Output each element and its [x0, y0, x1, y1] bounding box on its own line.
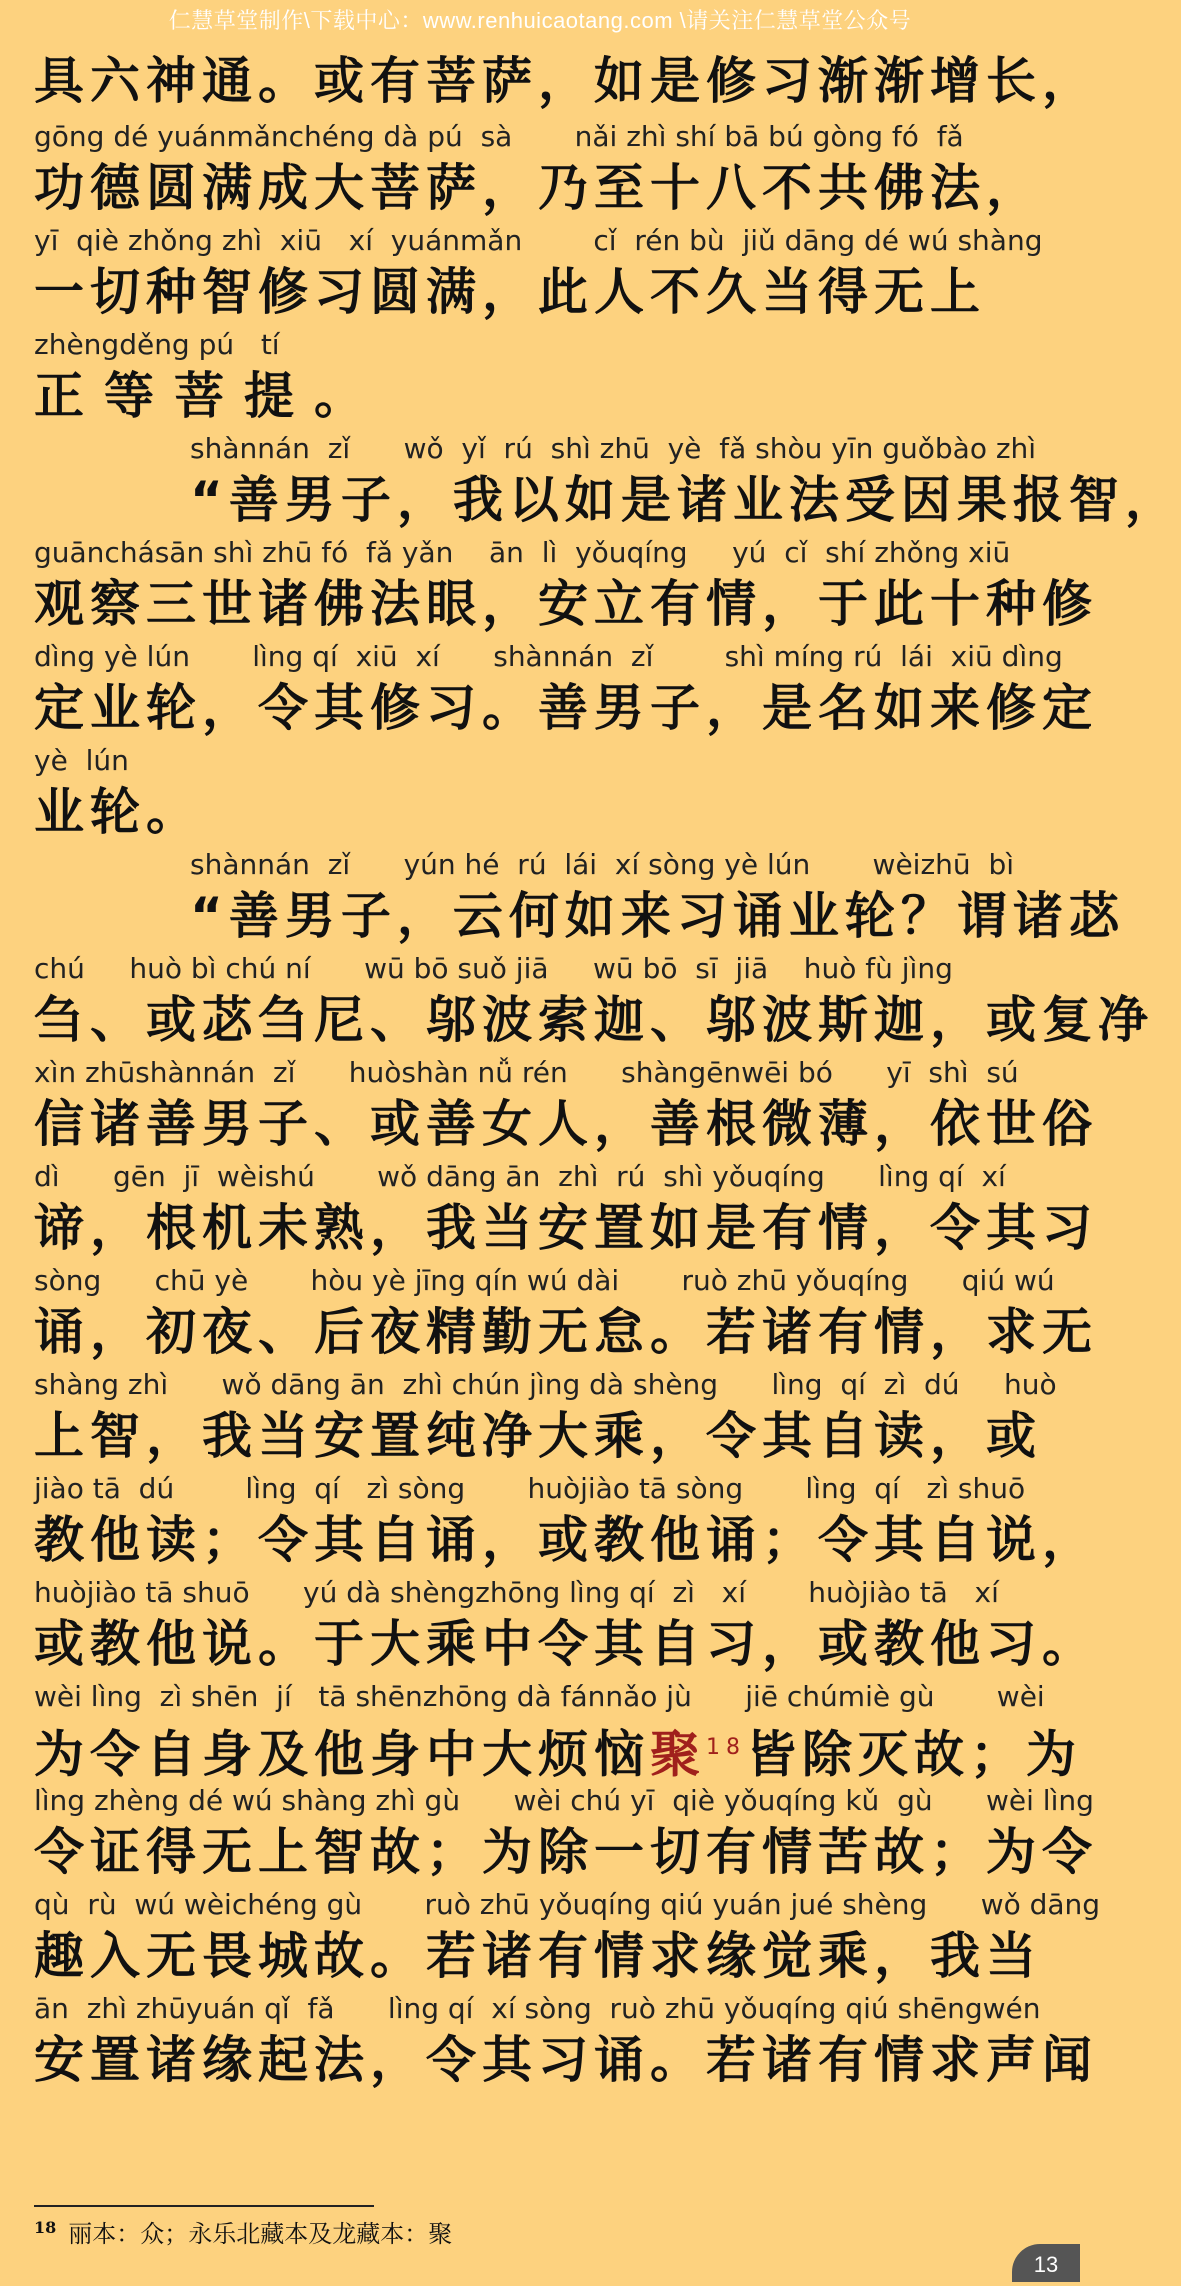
text-line	[0, 1155, 1098, 1259]
text-line	[0, 1675, 1082, 1784]
pinyin-row: chú huò bì chú ní wū bō suǒ jiā wū bō sī jiā huò fù jìng	[34, 952, 953, 985]
scripture-body	[0, 40, 1181, 2091]
hanzi-segment: 皆除灭故；为	[746, 1725, 1082, 1784]
pinyin-row: wèi lìng zì shēn jí tā shēnzhōng dà fánnǎo jù jiē chúmiè gù wèi	[34, 1680, 1045, 1713]
pinyin-row: yī qiè zhǒng zhì xiū xí yuánmǎn cǐ rén bù jiǔ dāng dé wú shàng	[34, 224, 1043, 257]
footnote	[34, 2214, 934, 2249]
pinyin-row: yè lún	[34, 744, 129, 777]
text-line	[0, 739, 1080, 843]
text-line	[0, 219, 1080, 323]
footnote-number: 18	[34, 2218, 57, 2237]
pinyin-row: gōng dé yuánmǎnchéng dà pú sà nǎi zhì shí bā bú gòng fó fǎ	[34, 120, 964, 153]
pinyin-row: qù rù wú wèichéng gù ruò zhū yǒuqíng qiú yuán jué shèng wǒ dāng	[34, 1888, 1101, 1921]
hanzi-row: “善男子，云何如来习诵业轮？谓诸苾	[190, 887, 1125, 945]
hanzi-row: 一切种智修习圆满，此人不久当得无上	[34, 263, 986, 321]
text-line	[0, 40, 1098, 115]
text-line	[0, 1571, 1098, 1675]
pinyin-row: huòjiào tā shuō yú dà shèngzhōng lìng qí zì xí huòjiào tā xí	[34, 1576, 999, 1609]
hanzi-row: 令证得无上智故；为除一切有情苦故；为令	[34, 1823, 1098, 1881]
hanzi-segment: 为令自身及他身中大烦恼	[34, 1725, 650, 1784]
hanzi-row: 趣入无畏城故。若诸有情求缘觉乘，我当	[34, 1927, 1042, 1985]
text-line	[0, 635, 1098, 739]
text-line	[0, 1779, 1098, 1883]
pinyin-row: dìng yè lún lìng qí xiū xí shànnán zǐ shì míng rú lái xiū dìng	[34, 640, 1063, 673]
hanzi-row: 观察三世诸佛法眼，安立有情，于此十种修	[34, 575, 1098, 633]
text-line	[0, 1987, 1098, 2091]
footnote-divider	[34, 2205, 374, 2207]
text-line	[0, 427, 1181, 531]
hanzi-row: 教他读；令其自诵，或教他诵；令其自说，	[34, 1511, 1098, 1569]
hanzi-row: 信诸善男子、或善女人，善根微薄，依世俗	[34, 1095, 1098, 1153]
text-line	[0, 1051, 1098, 1155]
hanzi-row: 安置诸缘起法，令其习诵。若诸有情求声闻	[34, 2031, 1098, 2089]
text-line	[0, 323, 1080, 427]
variant-character: 聚	[650, 1725, 706, 1784]
pinyin-row: guānchásān shì zhū fó fǎ yǎn ān lì yǒuqíng yú cǐ shí zhǒng xiū	[34, 536, 1011, 569]
hanzi-row: “善男子，我以如是诸业法受因果报智，	[190, 471, 1181, 529]
hanzi-row: 定业轮，令其修习。善男子，是名如来修定	[34, 679, 1098, 737]
text-line	[0, 843, 1125, 947]
pinyin-row: zhèngděng pú tí	[34, 328, 280, 361]
pinyin-row: xìn zhūshànnán zǐ huòshàn nǚ rén shàngēnwēi bó yī shì sú	[34, 1056, 1019, 1089]
hanzi-row: 刍、或苾刍尼、邬波索迦、邬波斯迦，或复净	[34, 991, 1154, 1049]
footnote-text: 丽本：众；永乐北藏本及龙藏本：聚	[68, 2220, 453, 2248]
pinyin-row: shànnán zǐ wǒ yǐ rú shì zhū yè fǎ shòu yīn guǒbào zhì	[190, 432, 1037, 465]
text-line	[0, 531, 1098, 635]
hanzi-row: 或教他说。于大乘中令其自习，或教他习。	[34, 1615, 1098, 1673]
hanzi-row: 谛，根机未熟，我当安置如是有情，令其习	[34, 1199, 1098, 1257]
page-number-badge: 13	[1012, 2244, 1080, 2282]
hanzi-row	[34, 1719, 1082, 1784]
hanzi-row: 诵，初夜、后夜精勤无怠。若诸有情，求无	[34, 1303, 1098, 1361]
header-banner: 仁慧草堂制作\下载中心：www.renhuicaotang.com \请关注仁慧草堂公众号	[168, 8, 912, 33]
pinyin-row: jiào tā dú lìng qí zì sòng huòjiào tā sòng lìng qí zì shuō	[34, 1472, 1026, 1505]
footnote-reference[interactable]: 18	[706, 1735, 746, 1760]
text-line	[0, 1883, 1101, 1987]
hanzi-row: 上智，我当安置纯净大乘，令其自读，或	[34, 1407, 1042, 1465]
pinyin-row: dì gēn jī wèishú wǒ dāng ān zhì rú shì yǒuqíng lìng qí xí	[34, 1160, 1006, 1193]
pinyin-row: ān zhì zhūyuán qǐ fǎ lìng qí xí sòng ruò zhū yǒuqíng qiú shēngwén	[34, 1992, 1041, 2025]
pinyin-row: sòng chū yè hòu yè jīng qín wú dài ruò zhū yǒuqíng qiú wú	[34, 1264, 1055, 1297]
text-line	[0, 1363, 1080, 1467]
text-line	[0, 115, 1080, 219]
text-line	[0, 947, 1154, 1051]
hanzi-row: 正等菩提。	[34, 367, 384, 425]
pinyin-row: lìng zhèng dé wú shàng zhì gù wèi chú yī qiè yǒuqíng kǔ gù wèi lìng	[34, 1784, 1094, 1817]
text-line	[0, 1467, 1098, 1571]
hanzi-row: 业轮。	[34, 783, 202, 841]
pinyin-row: shàng zhì wǒ dāng ān zhì chún jìng dà shèng lìng qí zì dú huò	[34, 1368, 1057, 1401]
text-line	[0, 1259, 1098, 1363]
hanzi-row: 功德圆满成大菩萨，乃至十八不共佛法，	[34, 159, 1042, 217]
pinyin-row: shànnán zǐ yún hé rú lái xí sòng yè lún wèizhū bì	[190, 848, 1014, 881]
hanzi-row: 具六神通。或有菩萨，如是修习渐渐增长，	[34, 52, 1098, 110]
